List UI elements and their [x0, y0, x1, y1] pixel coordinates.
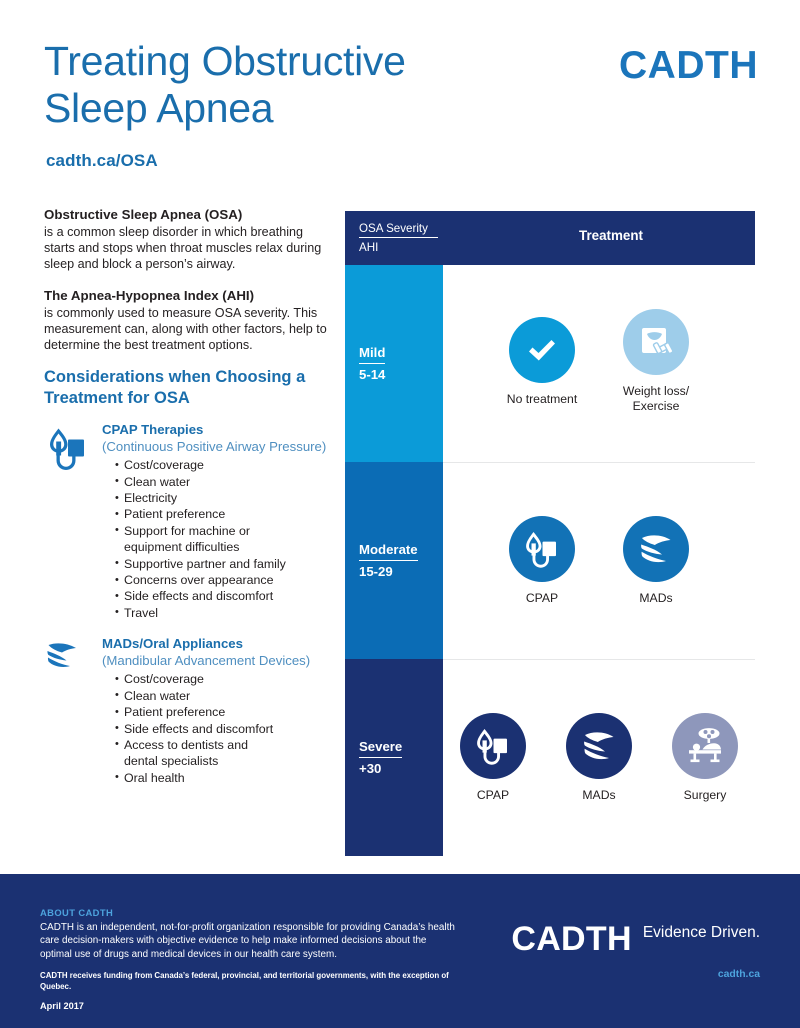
cadth-logo-header: CADTH	[619, 44, 758, 87]
cpap-mask-icon	[44, 425, 98, 475]
list-item: • Oral health	[115, 770, 336, 786]
treatment-mads	[553, 713, 645, 803]
treatment-label: CPAP	[525, 590, 559, 605]
severity-cell-moderate	[345, 462, 443, 659]
cpap-mask-icon	[460, 713, 526, 779]
list-item: • Side effects and discomfort	[115, 588, 336, 604]
list-item: • Clean water	[115, 688, 336, 704]
table-header-severity-bottom: AHI	[359, 241, 379, 254]
intro-heading-ahi: The Apnea-Hypopnea Index (AHI)	[44, 287, 255, 303]
treatment-label: Weight loss/ Exercise	[622, 384, 690, 413]
severity-name: Severe	[359, 739, 402, 758]
consideration-mads	[44, 635, 336, 786]
treatment-mads	[610, 516, 702, 606]
oral-appliance-icon	[566, 713, 632, 779]
list-item: • Supportive partner and family	[115, 556, 336, 572]
list-item: • Cost/coverage	[115, 671, 336, 687]
severity-ahi: 15-29	[359, 563, 393, 579]
table-header-severity-top: OSA Severity	[359, 221, 438, 238]
treatment-cell-mild	[443, 265, 755, 462]
header-url[interactable]: cadth.ca/OSA	[46, 151, 158, 170]
treatment-surgery	[659, 713, 751, 803]
footer-url[interactable]: cadth.ca	[717, 969, 760, 980]
intro-body-osa: is a common sleep disorder in which breathing starts and stops when throat muscles relax during sleep and block a person’s airway.	[44, 225, 322, 272]
severity-treatment-table	[345, 211, 755, 856]
table-header-treatment: Treatment	[579, 228, 643, 243]
list-item: • Side effects and discomfort	[115, 721, 336, 737]
treatment-label: Surgery	[683, 787, 727, 802]
considerations-heading: Considerations when Choosing a Treatment for OSA	[44, 368, 306, 408]
footer-tagline: Evidence Driven.	[642, 924, 760, 941]
treatment-cpap	[496, 516, 588, 606]
treatment-weight-loss	[610, 309, 702, 414]
severity-cell-severe	[345, 659, 443, 856]
consideration-cpap-list	[115, 457, 336, 621]
severity-ahi: +30	[359, 760, 382, 776]
list-item: • Patient preference	[115, 506, 336, 522]
list-item: • Clean water	[115, 474, 336, 490]
treatment-label: CPAP	[476, 787, 510, 802]
oral-appliance-icon	[44, 639, 98, 689]
table-header	[345, 211, 755, 265]
intro-block-osa	[44, 206, 336, 273]
table-row	[345, 659, 755, 856]
list-item: • Travel	[115, 605, 336, 621]
consideration-mads-list	[115, 671, 336, 786]
list-item: • Patient preference	[115, 704, 336, 720]
table-body	[345, 265, 755, 856]
intro-block-ahi	[44, 287, 336, 354]
footer-about-body: CADTH is an independent, not-for-profit organization responsible for providing Canada’s health care decision-makers with objective evidence to help make informed decisions about the optimal use of drugs and medical devices in our health care system.	[40, 922, 455, 960]
list-item: dental specialists	[124, 754, 219, 769]
footer-brand	[511, 922, 760, 980]
footer	[0, 874, 800, 1028]
cpap-mask-icon	[509, 516, 575, 582]
treatment-cell-moderate	[443, 462, 755, 659]
treatment-cpap	[447, 713, 539, 803]
list-item: • Cost/coverage	[115, 457, 336, 473]
treatment-cell-severe	[443, 659, 755, 856]
severity-ahi: 5-14	[359, 366, 386, 382]
consideration-cpap-subtitle: (Continuous Positive Airway Pressure)	[102, 439, 327, 455]
consideration-cpap	[44, 421, 336, 621]
severity-name: Mild	[359, 345, 385, 364]
table-row	[345, 265, 755, 462]
footer-about-title: ABOUT CADTH	[40, 907, 114, 918]
severity-cell-mild	[345, 265, 443, 462]
operating-table-icon	[672, 713, 738, 779]
consideration-mads-subtitle: (Mandibular Advancement Devices)	[102, 653, 311, 669]
table-row	[345, 462, 755, 659]
list-item: equipment difficulties	[124, 540, 240, 555]
oral-appliance-icon	[623, 516, 689, 582]
list-item: • Support for machine or	[115, 523, 336, 539]
treatment-label: MADs	[582, 787, 616, 802]
list-item: • Concerns over appearance	[115, 572, 336, 588]
footer-date: April 2017	[40, 1001, 84, 1012]
intro-heading-osa: Obstructive Sleep Apnea (OSA)	[44, 207, 243, 222]
treatment-no-treatment	[496, 317, 588, 407]
severity-name: Moderate	[359, 542, 418, 561]
intro-body-ahi: is commonly used to measure OSA severity. This measurement can, along with other factors, help to determine the best treatment options.	[44, 305, 327, 353]
checkmark-icon	[509, 317, 575, 383]
consideration-cpap-title: CPAP Therapies	[102, 422, 204, 438]
list-item: • Electricity	[115, 490, 336, 506]
list-item: • Access to dentists and	[115, 737, 336, 753]
scale-dumbbell-icon	[623, 309, 689, 375]
consideration-mads-title: MADs/Oral Appliances	[102, 636, 243, 652]
page-title: Treating Obstructive Sleep Apnea	[44, 38, 406, 131]
treatment-label: No treatment	[506, 391, 578, 406]
cadth-logo-footer: CADTH	[511, 920, 632, 958]
footer-funding-note: CADTH receives funding from Canada’s federal, provincial, and territorial governments, with the exception of Quebec.	[40, 971, 449, 992]
treatment-label: MADs	[639, 590, 673, 605]
footer-about	[40, 907, 460, 1011]
left-column	[44, 206, 336, 800]
